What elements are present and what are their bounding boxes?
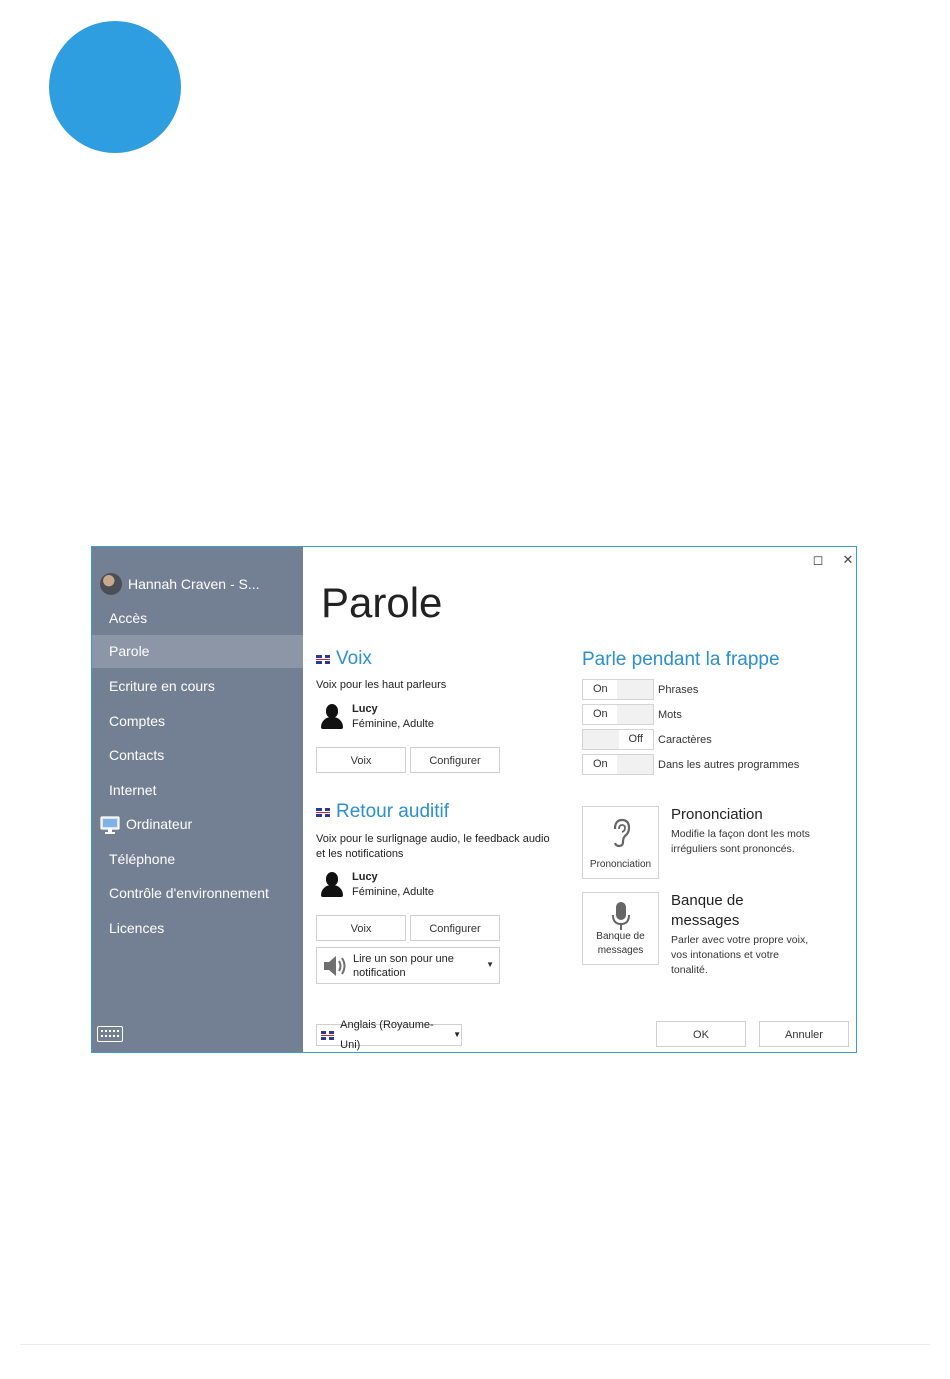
sidebar-item-acces[interactable]: Accès [109, 610, 148, 626]
language-caret-icon: ▼ [453, 1030, 461, 1039]
dropdown-line1: Lire un son pour une [353, 953, 454, 965]
frappe-section-title: Parle pendant la frappe [582, 649, 780, 670]
uk-flag-icon [321, 1031, 334, 1040]
sidebar-item-telephone[interactable]: Téléphone [109, 851, 176, 867]
voix-voice-desc: Féminine, Adulte [352, 718, 434, 730]
user-avatar [100, 573, 122, 595]
settings-window [91, 546, 857, 1053]
sidebar-item-licences[interactable]: Licences [109, 920, 165, 936]
uk-flag-icon [316, 655, 330, 664]
person-icon [320, 704, 344, 730]
banque-desc-line2: vos intonations et votre [671, 949, 779, 961]
banque-heading-line1: Banque de [671, 892, 744, 909]
toggle-state: On [593, 758, 608, 770]
prononciation-heading: Prononciation [671, 806, 763, 823]
banque-tile-line2: messages [597, 945, 644, 956]
language-value: Anglais (Royaume-Uni) [340, 1019, 434, 1051]
voix-button[interactable]: Voix [316, 747, 406, 773]
banque-desc [671, 933, 831, 978]
sidebar-item-ecriture[interactable]: Ecriture en cours [109, 678, 215, 694]
retour-subtitle-line1: Voix pour le surlignage audio, le feedback audio [316, 833, 550, 845]
prononciation-desc [671, 827, 831, 857]
toggle-label-caracteres: Caractères [658, 734, 712, 746]
decorative-blue-circle [49, 21, 181, 153]
ear-icon [609, 817, 633, 849]
cancel-button[interactable]: Annuler [759, 1021, 849, 1047]
sidebar-item-parole[interactable]: Parole [92, 635, 303, 668]
retour-configurer-button[interactable]: Configurer [410, 915, 500, 941]
toggle-state: On [593, 683, 608, 695]
sidebar-item-internet[interactable]: Internet [109, 782, 157, 798]
banque-heading [671, 891, 744, 931]
retour-section-title [316, 801, 449, 823]
toggle-knob [583, 730, 619, 749]
dropdown-line2: notification [353, 967, 406, 979]
toggle-phrases[interactable] [582, 679, 654, 700]
sidebar-item-controle-environnement[interactable]: Contrôle d'environnement [109, 885, 269, 901]
microphone-icon [611, 901, 631, 933]
toggle-state: On [593, 708, 608, 720]
sidebar-item-ordinateur-label: Ordinateur [126, 816, 193, 832]
toggle-autres-programmes[interactable] [582, 754, 654, 775]
toggle-state: Off [628, 733, 643, 745]
language-select[interactable] [316, 1019, 462, 1051]
dropdown-caret-icon: ▼ [486, 960, 494, 969]
toggle-knob [617, 680, 653, 699]
notification-sound-dropdown[interactable] [316, 947, 500, 984]
user-name: Hannah Craven - S... [128, 576, 260, 592]
retour-subtitle-line2: et les notifications [316, 848, 404, 860]
ok-button[interactable]: OK [656, 1021, 746, 1047]
person-icon [320, 872, 344, 898]
maximize-icon[interactable]: ◻ [812, 552, 824, 567]
prononciation-desc-line2: irréguliers sont prononcés. [671, 843, 795, 855]
uk-flag-icon [316, 808, 330, 817]
prononciation-tile-label: Prononciation [589, 859, 652, 870]
toggle-caracteres[interactable] [582, 729, 654, 750]
sidebar [92, 547, 303, 1052]
retour-voice [320, 870, 434, 900]
retour-voix-button[interactable]: Voix [316, 915, 406, 941]
monitor-icon [100, 815, 120, 835]
toggle-knob [617, 755, 653, 774]
retour-title-text: Retour auditif [336, 801, 450, 822]
banque-desc-line1: Parler avec votre propre voix, [671, 934, 809, 946]
banque-tile-line1: Banque de [596, 931, 645, 942]
banque-tile-label [583, 930, 658, 958]
page-divider [20, 1344, 930, 1345]
sidebar-item-comptes[interactable]: Comptes [109, 713, 166, 729]
sidebar-item-contacts[interactable]: Contacts [109, 747, 165, 763]
keyboard-icon[interactable] [97, 1026, 123, 1042]
voix-title-text: Voix [336, 648, 372, 669]
retour-voice-desc: Féminine, Adulte [352, 886, 434, 898]
toggle-label-autres-programmes: Dans les autres programmes [658, 759, 800, 771]
retour-subtitle [316, 832, 550, 862]
banque-heading-line2: messages [671, 912, 740, 929]
voix-voice [320, 702, 434, 732]
prononciation-tile[interactable] [582, 806, 659, 879]
banque-messages-tile[interactable] [582, 892, 659, 965]
toggle-label-phrases: Phrases [658, 684, 699, 696]
prononciation-desc-line1: Modifie la façon dont les mots [671, 828, 810, 840]
speaker-icon [321, 953, 349, 979]
banque-desc-line3: tonalité. [671, 964, 708, 976]
close-icon[interactable]: ✕ [842, 552, 854, 567]
user-account[interactable] [100, 573, 260, 595]
toggle-knob [617, 705, 653, 724]
toggle-label-mots: Mots [658, 709, 682, 721]
page-title: Parole [321, 579, 443, 626]
toggle-mots[interactable] [582, 704, 654, 725]
sidebar-item-ordinateur[interactable] [92, 808, 303, 841]
retour-voice-name: Lucy [352, 871, 378, 883]
voix-subtitle: Voix pour les haut parleurs [316, 679, 447, 691]
voix-configurer-button[interactable]: Configurer [410, 747, 500, 773]
voix-section-title [316, 648, 372, 670]
voix-voice-name: Lucy [352, 703, 378, 715]
